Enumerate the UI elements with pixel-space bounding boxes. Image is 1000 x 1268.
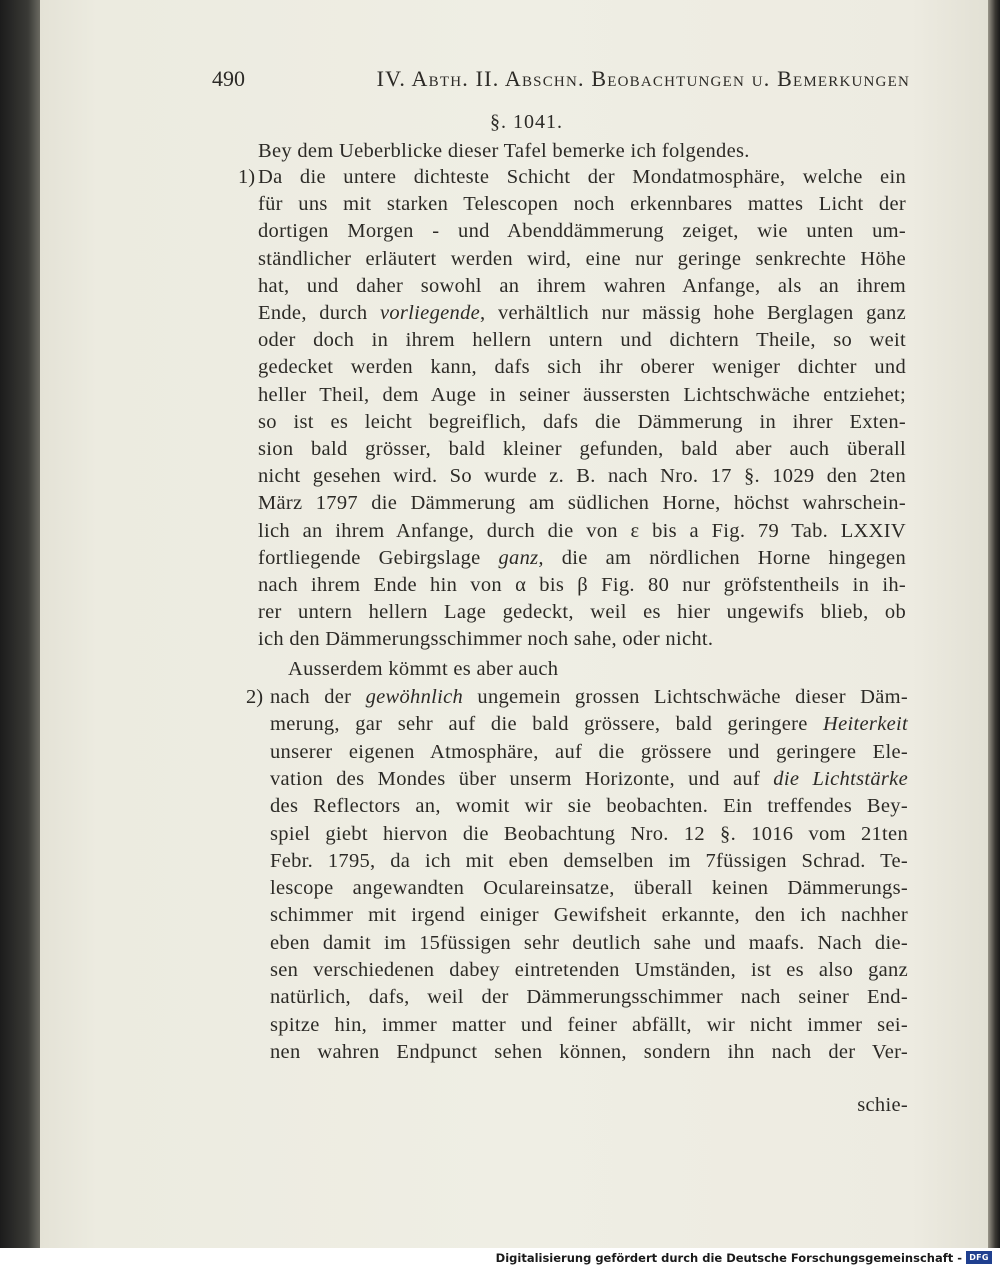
item2-line: spiel giebt hiervon die Beobachtung Nro. 12 §. 1016 vom 21ten bbox=[270, 822, 908, 845]
footer-credit: Digitalisierung gefördert durch die Deutsche Forschungsgemeinschaft - bbox=[495, 1251, 962, 1265]
section-heading: §. 1041. bbox=[490, 111, 563, 133]
item2-line: vation des Mondes über unserm Horizonte, und auf die Lichtstärke bbox=[270, 767, 908, 790]
item1-line: für uns mit starken Telescopen noch erkennbares mattes Licht der bbox=[258, 193, 906, 216]
item2-line: nach der gewöhnlich ungemein grossen Lichtschwäche dieser Däm- bbox=[270, 686, 909, 708]
item1-line: März 1797 die Dämmerung am südlichen Horne, höchst wahrschein- bbox=[258, 492, 906, 515]
intro-line: Bey dem Ueberblicke dieser Tafel bemerke ich folgendes. bbox=[258, 140, 750, 162]
page-edge-shadow bbox=[988, 0, 1000, 1248]
running-header bbox=[212, 66, 910, 92]
item1-line: dortigen Morgen - und Abenddämmerung zeiget, wie unten um- bbox=[258, 220, 906, 243]
dfg-logo: DFG bbox=[966, 1251, 992, 1264]
item2-line: nen wahren Endpunct sehen können, sondern ihn nach der Ver- bbox=[270, 1040, 908, 1063]
item1-line: nicht gesehen wird. So wurde z. B. nach Nro. 17 §. 1029 den 2ten bbox=[258, 465, 906, 488]
item1-line: so ist es leicht begreiflich, dafs die Dämmerung in ihrer Exten- bbox=[258, 410, 906, 433]
item2-line: schimmer mit irgend einiger Gewifsheit erkannte, den ich nachher bbox=[270, 904, 908, 927]
page-number: 490 bbox=[212, 66, 245, 91]
item2-line: sen verschiedenen dabey eintretenden Umständen, ist es also ganz bbox=[270, 959, 908, 981]
item1-line: Ende, durch vorliegende, verhältlich nur mässig hohe Berglagen ganz bbox=[258, 302, 906, 324]
item2-line: eben damit im 15füssigen sehr deutlich sahe und maafs. Nach die- bbox=[270, 931, 908, 954]
item1-line: nach ihrem Ende hin von α bis β Fig. 80 nur gröfstentheils in ih- bbox=[258, 574, 906, 596]
item1-line: ständlicher erläutert werden wird, eine nur geringe senkrechte Höhe bbox=[258, 247, 906, 270]
item2-line: spitze hin, immer matter und feiner abfällt, wir nicht immer sei- bbox=[270, 1013, 908, 1036]
item2-line: des Reflectors an, womit wir sie beobachten. Ein treffendes Bey- bbox=[270, 795, 908, 818]
item2-line: natürlich, dafs, weil der Dämmerungsschimmer nach seiner End- bbox=[270, 986, 908, 1009]
item2-line: Febr. 1795, da ich mit eben demselben im 7füssigen Schrad. Te- bbox=[270, 849, 908, 872]
item2-line: lescope angewandten Oculareinsatze, überall keinen Dämmerungs- bbox=[270, 877, 908, 900]
item2-line: merung, gar sehr auf die bald grössere, bald geringere Heiterkeit bbox=[270, 713, 908, 736]
item1-line: oder doch in ihrem hellern untern und dichtern Theile, so weit bbox=[258, 329, 906, 352]
item1-line: fortliegende Gebirgslage ganz, die am nördlichen Horne hingegen bbox=[258, 546, 906, 569]
item1-line: hat, und daher sowohl an ihrem wahren Anfange, als an ihrem bbox=[258, 274, 906, 297]
item1-line: gedecket werden kann, dafs sich ihr oberer weniger dichter und bbox=[258, 356, 906, 379]
running-head-title: IV. Abth. II. Abschn. Beobachtungen u. Bemerkungen bbox=[376, 66, 910, 91]
item1-line: rer untern hellern Lage gedeckt, weil es hier ungewifs blieb, ob bbox=[258, 601, 906, 624]
item1-line: lich an ihrem Anfange, durch die von ε bis a Fig. 79 Tab. LXXIV bbox=[258, 519, 906, 542]
book-spine-shadow bbox=[0, 0, 40, 1248]
item1-line: heller Theil, dem Auge in seiner äussersten Lichtschwäche entziehet; bbox=[258, 383, 906, 406]
item1-line: Da die untere dichteste Schicht der Mondatmosphäre, welche ein bbox=[258, 166, 906, 188]
item1-line: sion bald grösser, bald kleiner gefunden, bald aber auch überall bbox=[258, 438, 906, 460]
item-1-number: 1) bbox=[238, 166, 256, 188]
item-2-number: 2) bbox=[246, 686, 264, 708]
transition-line: Ausserdem kömmt es aber auch bbox=[288, 658, 559, 680]
item1-line: ich den Dämmerungsschimmer noch sahe, oder nicht. bbox=[258, 628, 714, 651]
item2-line: unserer eigenen Atmosphäre, auf die grössere und geringere Ele- bbox=[270, 740, 908, 763]
catchword: schie- bbox=[857, 1094, 908, 1116]
